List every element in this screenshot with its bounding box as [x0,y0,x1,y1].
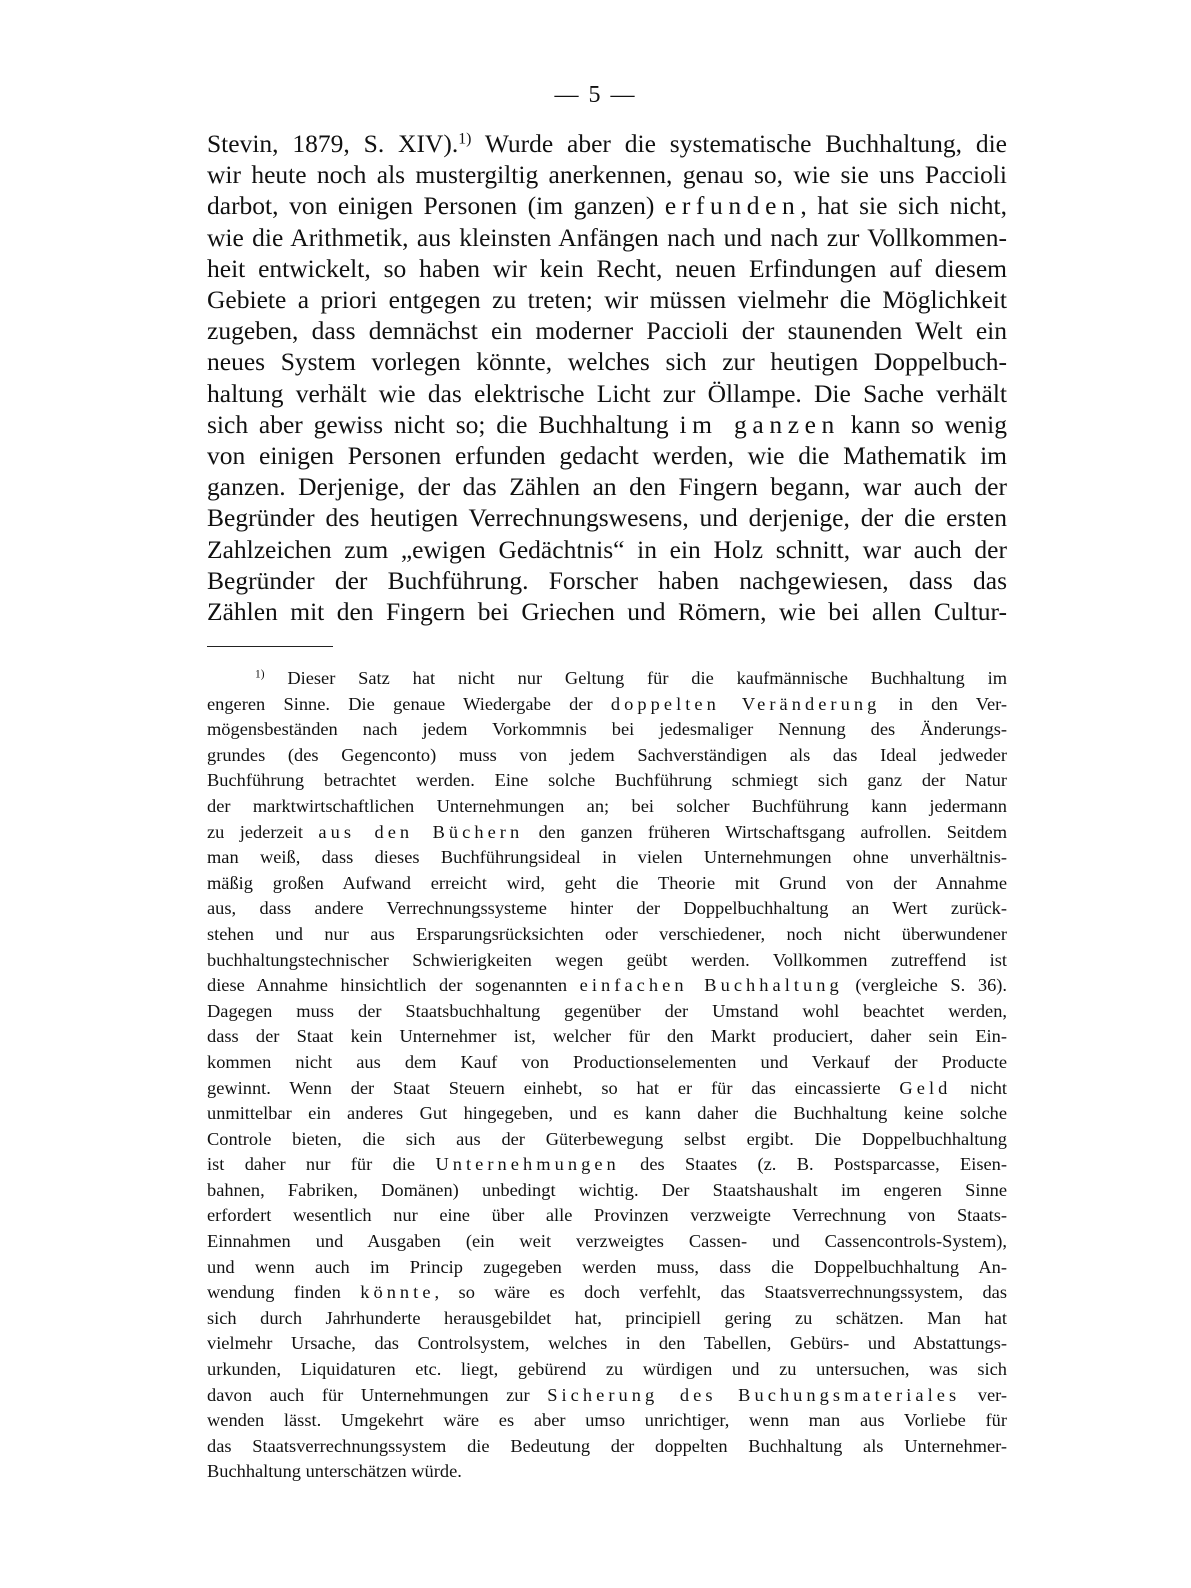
main-text-line: Zählen mit den Fingern bei Griechen und Römern, wie bei allen Cultur- [207,597,1007,627]
main-text-line: darbot, von einigen Personen (im ganzen) erfunden, hat sie sich nicht, [207,191,1007,221]
footnote-line: stehen und nur aus Ersparungsrücksichten oder verschiedener, noch nicht überwundener [207,923,1007,944]
footnote-line: der marktwirtschaftlichen Unternehmungen an; bei solcher Buchführung kann jedermann [207,795,1007,816]
footnote-line: sich durch Jahrhunderte herausgebildet hat, principiell gering zu schätzen. Man hat [207,1307,1007,1328]
main-text-line: Gebiete a priori entgegen zu treten; wir müssen vielmehr die Möglichkeit [207,285,1007,315]
footnote-block [207,666,1007,1485]
footnote-line: Controle bieten, die sich aus der Güterbewegung selbst ergibt. Die Doppelbuchhaltung [207,1128,1007,1149]
footnote-divider [207,646,333,647]
main-text-line: zugeben, dass demnächst ein moderner Paccioli der staunenden Welt ein [207,316,1007,346]
main-text-line: heit entwickelt, so haben wir kein Recht, neuen Erfindungen auf diesem [207,253,1007,283]
footnote-line: diese Annahme hinsichtlich der sogenannten einfachen Buchhaltung (vergleiche S. 36). [207,975,1007,996]
main-text-line: Begründer der Buchführung. Forscher haben nachgewiesen, dass das [207,565,1007,595]
footnote-line: bahnen, Fabriken, Domänen) unbedingt wichtig. Der Staatshaushalt im engeren Sinne [207,1179,1007,1200]
footnote-line: vielmehr Ursache, das Controlsystem, welches in den Tabellen, Gebürs- und Abstattungs- [207,1333,1007,1354]
footnote-line: ist daher nur für die Unternehmungen des Staates (z. B. Postsparcasse, Eisen- [207,1154,1007,1175]
main-text-line: haltung verhält wie das elektrische Licht zur Öllampe. Die Sache verhält [207,378,1007,408]
page-number: — 5 — [554,82,637,108]
main-text-line: wir heute noch als mustergiltig anerkennen, genau so, wie sie uns Paccioli [207,160,1007,190]
footnote-line: Dagegen muss der Staatsbuchhaltung gegenüber der Umstand wohl beachtet werden, [207,1000,1007,1021]
footnote-line: erfordert wesentlich nur eine über alle Provinzen verzweigte Verrechnung von Staats- [207,1205,1007,1226]
footnote-line: aus, dass andere Verrechnungssysteme hinter der Doppelbuchhaltung an Wert zurück- [207,898,1007,919]
footnote-line: das Staatsverrechnungssystem die Bedeutung der doppelten Buchhaltung als Unternehmer- [207,1435,1007,1456]
main-text-block [207,128,1007,627]
footnote-line: wenden lässt. Umgekehrt wäre es aber umso unrichtiger, wenn man aus Vorliebe für [207,1410,1007,1431]
footnote-line: unmittelbar ein anderes Gut hingegeben, und es kann daher die Buchhaltung keine solche [207,1103,1007,1124]
main-text-line: Zahlzeichen zum „ewigen Gedächtnis“ in ein Holz schnitt, war auch der [207,534,1007,564]
footnote-line: Buchhaltung unterschätzen würde. [207,1461,462,1482]
footnote-line: man weiß, dass dieses Buchführungsideal in vielen Unternehmungen ohne unverhältnis- [207,847,1007,868]
footnote-line: davon auch für Unternehmungen zur Sicherung des Buchungsmateriales ver- [207,1384,1008,1405]
footnote-line: Einnahmen und Ausgaben (ein weit verzweigtes Cassen- und Cassencontrols-System), [207,1231,1007,1252]
footnote-line: engeren Sinne. Die genaue Wiedergabe der doppelten Veränderung in den Ver- [207,693,1007,714]
main-text-line: Begründer des heutigen Verrechnungswesens, und derjenige, der die ersten [207,503,1007,533]
footnote-line: gewinnt. Wenn der Staat Steuern einhebt, so hat er für das eincassierte Geld nicht [207,1077,1008,1098]
main-text-line: neues System vorlegen könnte, welches sich zur heutigen Doppelbuch- [207,347,1007,377]
main-text-line: ganzen. Derjenige, der das Zählen an den Fingern begann, war auch der [207,472,1007,502]
footnote-line: dass der Staat kein Unternehmer ist, welcher für den Markt produciert, daher sein Ein- [207,1026,1007,1047]
main-text-line: wie die Arithmetik, aus kleinsten Anfängen nach und nach zur Vollkommen- [207,222,1007,252]
footnote-line: wendung finden könnte, so wäre es doch verfehlt, das Staatsverrechnungssystem, das [207,1282,1007,1303]
main-text-line: von einigen Personen erfunden gedacht werden, wie die Mathematik im [207,441,1007,471]
footnote-line: mögensbeständen nach jedem Vorkommnis bei jedesmaliger Nennung des Änderungs- [207,719,1007,740]
main-text-line: Stevin, 1879, S. XIV).$^{1)}$ Wurde aber die systematische Buchhaltung, die [207,129,1007,158]
footnote-line: zu jederzeit aus den Büchern den ganzen früheren Wirtschaftsgang aufrollen. Seitdem [207,821,1007,842]
footnote-line: urkunden, Liquidaturen etc. liegt, gebürend zu würdigen und zu untersuchen, was sich [207,1359,1007,1380]
footnote-reference[interactable]: 1) [458,130,472,148]
footnote-line: $^{1)}$ Dieser Satz hat nicht nur Geltung für die kaufmännische Buchhaltung im [255,668,1007,688]
footnote-line: und wenn auch im Princip zugegeben werden muss, dass die Doppelbuchhaltung An- [207,1256,1007,1277]
footnote-line: buchhaltungstechnischer Schwierigkeiten wegen geübt werden. Vollkommen zutreffend ist [207,949,1007,970]
footnote-line: mäßig großen Aufwand erreicht wird, geht die Theorie mit Grund von der Annahme [207,872,1007,893]
footnote-line: grundes (des Gegenconto) muss von jedem Sachverständigen als das Ideal jedweder [207,744,1007,765]
footnote-line: Buchführung betrachtet werden. Eine solche Buchführung schmiegt sich ganz der Natur [207,770,1007,791]
main-text-line: sich aber gewiss nicht so; die Buchhaltung im ganzen kann so wenig [207,409,1007,439]
footnote-marker: 1) [255,668,265,681]
footnote-line: kommen nicht aus dem Kauf von Productionselementen und Verkauf der Producte [207,1051,1007,1072]
